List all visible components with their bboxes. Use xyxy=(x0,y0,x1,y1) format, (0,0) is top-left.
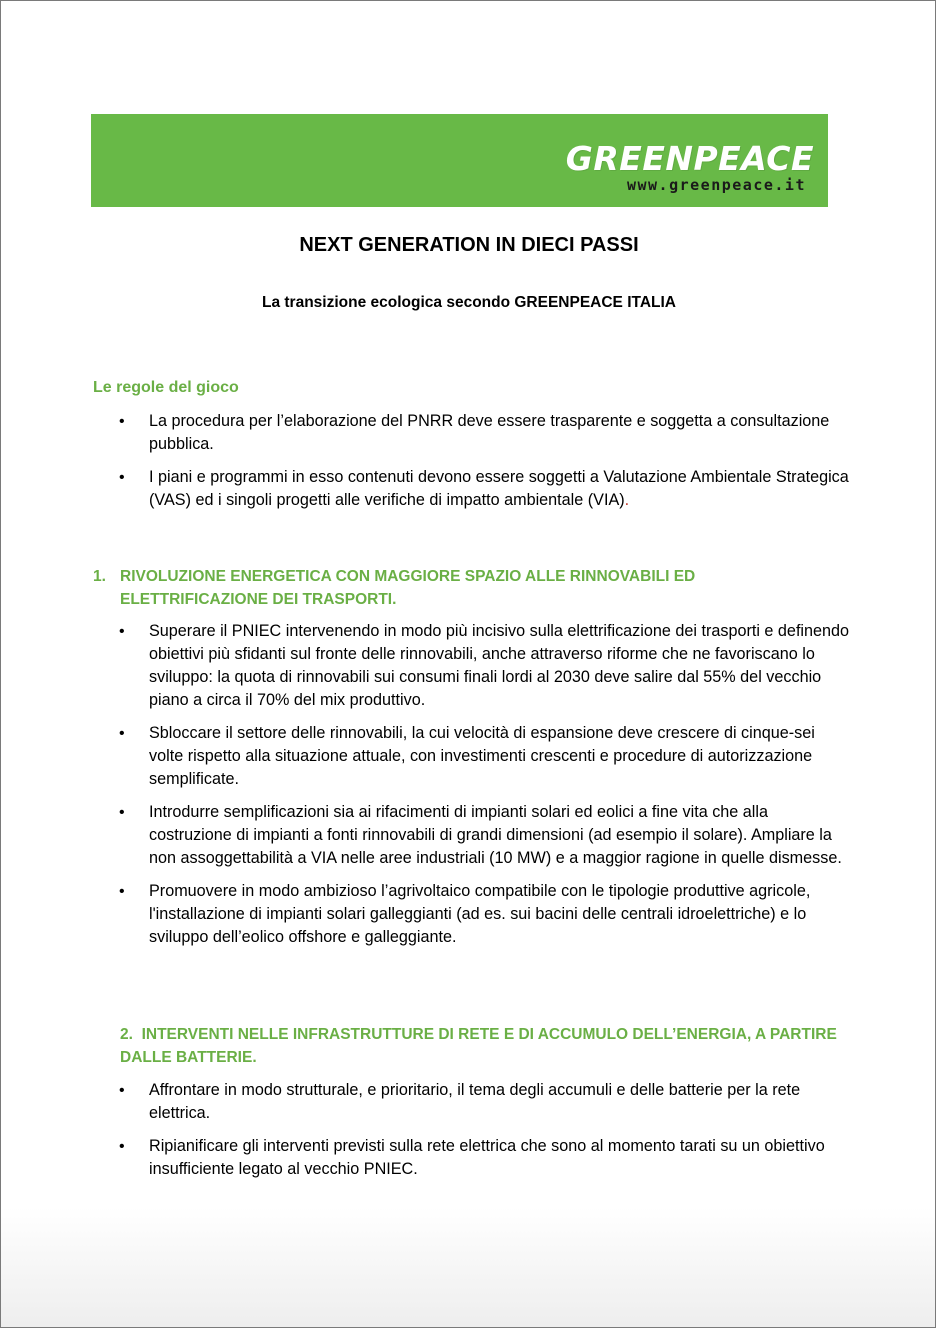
bullet-icon: • xyxy=(119,623,125,640)
list-item xyxy=(119,801,851,870)
list-item-text: Superare il PNIEC intervenendo in modo più incisivo sulla elettrificazione dei trasporti e definendo obiettivi più sfidanti sul fronte delle rinnovabili, anche attraverso riforme che ne favoriscano lo sviluppo: la quota di rinnovabili sui consumi finali lordi al 2030 deve salire dal 55% del vecchio piano a circa il 70% del mix produttivo. xyxy=(149,622,850,709)
list-item xyxy=(119,1079,851,1125)
greenpeace-url: www.greenpeace.it xyxy=(626,176,806,194)
trailing-period: . xyxy=(624,491,630,509)
bullet-icon: • xyxy=(119,1082,125,1099)
list-item-text: I piani e programmi in esso contenuti devono essere soggetti a Valutazione Ambientale Strategica (VAS) ed i singoli progetti alle verifiche di impatto ambientale (VIA) xyxy=(149,468,849,509)
bullet-icon: • xyxy=(119,725,125,742)
page-bottom-shadow xyxy=(1,1207,935,1327)
list-item-text: Affrontare in modo strutturale, e prioritario, il tema degli accumuli e delle batterie per la rete elettrica. xyxy=(149,1081,801,1122)
rules-list xyxy=(119,410,851,522)
bullet-icon: • xyxy=(119,469,125,486)
greenpeace-banner xyxy=(91,114,828,207)
document-subtitle: La transizione ecologica secondo GREENPEACE ITALIA xyxy=(262,294,676,311)
section-heading-line2: ELETTRIFICAZIONE DEI TRASPORTI. xyxy=(120,591,397,608)
section-number: 2. xyxy=(120,1026,133,1043)
bullet-icon: • xyxy=(119,413,125,430)
list-item-text: Introdurre semplificazioni sia ai rifacimenti di impianti solari ed eolici a fine vita che alla costruzione di impianti a fonti rinnovabili di grandi dimensioni (ad esempio il solare). Ampliare la non assoggettabilità a VIA nelle aree industriali (10 MW) e a maggior ragione in quelle dismesse. xyxy=(149,803,842,867)
list-item xyxy=(119,880,851,949)
list-item xyxy=(119,410,851,456)
list-item-text: Promuovere in modo ambizioso l’agrivoltaico compatibile con le tipologie produttive agricole, l'installazione di impianti solari galleggianti (ad es. sui bacini delle centrali idroelettriche) e lo sviluppo dell’eolico offshore e galleggiante. xyxy=(149,882,811,946)
section-2-heading xyxy=(93,1023,853,1069)
list-item-text: Ripianificare gli interventi previsti sulla rete elettrica che sono al momento tarati su un obiettivo insufficiente legato al vecchio PNIEC. xyxy=(149,1137,825,1178)
list-item xyxy=(119,1135,851,1181)
section-heading-line1: RIVOLUZIONE ENERGETICA CON MAGGIORE SPAZIO ALLE RINNOVABILI ED xyxy=(120,568,696,585)
list-item xyxy=(119,722,851,791)
document-title: NEXT GENERATION IN DIECI PASSI xyxy=(299,234,639,256)
section-1-list xyxy=(119,620,851,959)
rules-heading: Le regole del gioco xyxy=(93,379,239,396)
section-1-heading xyxy=(93,565,853,611)
list-item xyxy=(119,620,851,712)
bullet-icon: • xyxy=(119,804,125,821)
section-heading-line1: INTERVENTI NELLE INFRASTRUTTURE DI RETE E DI ACCUMULO DELL’ENERGIA, A PARTIRE xyxy=(141,1026,837,1043)
list-item xyxy=(119,466,851,512)
list-item-text: La procedura per l’elaborazione del PNRR deve essere trasparente e soggetta a consultazione pubblica. xyxy=(149,412,830,453)
greenpeace-logo: GREENPEACE xyxy=(565,139,814,178)
bullet-icon: • xyxy=(119,1138,125,1155)
section-2-list xyxy=(119,1079,851,1191)
section-heading-line2: DALLE BATTERIE. xyxy=(120,1049,257,1066)
section-number: 1. xyxy=(93,568,106,585)
bullet-icon: • xyxy=(119,883,125,900)
list-item-text: Sbloccare il settore delle rinnovabili, la cui velocità di espansione deve crescere di cinque-sei volte rispetto alla situazione attuale, con investimenti crescenti e procedure di autorizzazione semplificate. xyxy=(149,724,815,788)
